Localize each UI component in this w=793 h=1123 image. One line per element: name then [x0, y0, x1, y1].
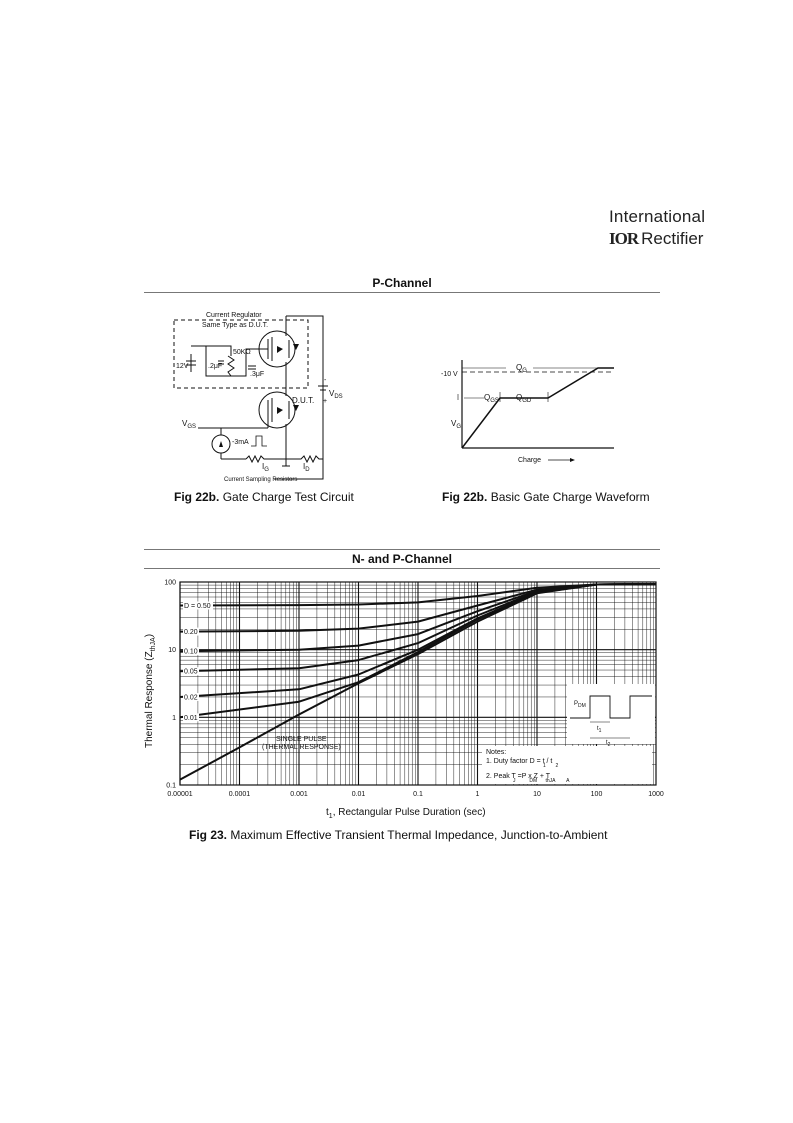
- x-tick-label: 1: [475, 791, 480, 798]
- regulator-label-1: Current Regulator: [206, 312, 262, 319]
- x-tick-labels: [167, 791, 664, 798]
- label-sampling-resistors: Current Sampling Resistors: [224, 477, 298, 483]
- thermal-impedance-chart: [130, 572, 675, 822]
- label-vg: $V_G$: [451, 419, 462, 430]
- regulator-label-2: Same Type as D.U.T.: [202, 322, 269, 329]
- x-axis-title: $t_1$, Rectangular Pulse Duration (sec): [326, 807, 486, 820]
- y-tick-labels: [164, 580, 176, 790]
- label-cap-2uf: .2μF: [208, 363, 223, 370]
- y-tick-label: 0.1: [166, 782, 176, 790]
- thermal-response-label: (THERMAL RESPONSE): [262, 744, 341, 751]
- x-tick-label: 0.00001: [167, 791, 193, 798]
- single-pulse-label: SINGLE PULSE: [276, 736, 327, 743]
- section-rule: [144, 292, 660, 293]
- ior-logo-mark: IOR: [609, 229, 639, 248]
- note-1-subscripts: 1 2: [543, 763, 559, 769]
- x-tick-label: 0.001: [290, 791, 308, 798]
- x-tick-label: 0.1: [413, 791, 423, 798]
- x-tick-label: 0.01: [351, 791, 366, 798]
- label-qgd: $Q_{GD}$: [516, 393, 532, 404]
- label-plus: +: [323, 398, 328, 405]
- company-logo: [609, 229, 703, 249]
- x-tick-label: 0.0001: [228, 791, 251, 798]
- label-qgs: $Q_{GS}$: [484, 393, 499, 404]
- x-tick-label: 100: [590, 791, 603, 798]
- label-charge: Charge: [518, 457, 541, 464]
- label-cap-3uf: .3μF: [250, 371, 265, 378]
- y-tick-label: 1: [172, 714, 176, 722]
- label-12v: 12V: [176, 363, 189, 370]
- inset-t2-label: $t_2$: [606, 740, 611, 748]
- x-tick-label: 10: [533, 791, 541, 798]
- series-label: 0.02: [184, 694, 198, 702]
- inset-pdm-label: $P_{DM}$: [574, 701, 586, 709]
- gate-charge-waveform: [438, 356, 638, 466]
- series-label: 0.10: [184, 648, 198, 656]
- note-2: 2. Peak T =P x Z + T: [486, 773, 551, 780]
- series-label: 0.05: [184, 668, 198, 676]
- fig22b-right-caption: Fig 22b. Basic Gate Charge Waveform: [442, 490, 650, 504]
- label-50k: 50KΩ: [233, 349, 251, 356]
- series-label: D = 0.50: [184, 602, 211, 610]
- label-id: $I_D$: [303, 462, 310, 473]
- company-logo-subname: Rectifier: [641, 229, 704, 248]
- notes-title: Notes:: [486, 749, 507, 756]
- label-dut: D.U.T.: [292, 396, 315, 405]
- inset-t1-label: $t_1$: [597, 726, 602, 734]
- label-minus: -: [324, 377, 327, 384]
- series-label: 0.01: [184, 714, 198, 722]
- section-title-p-channel: P-Channel: [372, 276, 432, 290]
- label-vgs: $V_{GS}$: [182, 419, 197, 430]
- y-tick-label: 10: [168, 647, 176, 655]
- label-vds: $V_{DS}$: [329, 389, 343, 400]
- company-logo-name: International: [609, 207, 706, 226]
- label-minus-10v: -10 V: [441, 371, 458, 378]
- x-tick-label: 1000: [648, 791, 664, 798]
- fig23-caption: Fig 23. Maximum Effective Transient Thermal Impedance, Junction-to-Ambient: [189, 828, 608, 842]
- section-title-n-and-p-channel: N- and P-Channel: [351, 552, 452, 566]
- label-qg: $Q_G$: [516, 363, 527, 374]
- series-label: 0.20: [184, 629, 198, 637]
- fig22b-left-caption: Fig 22b. Gate Charge Test Circuit: [174, 490, 354, 504]
- label-ig: $I_G$: [262, 462, 269, 473]
- y-axis-title: Thermal Response $(Z_{thJA})$: [144, 633, 157, 748]
- section-rule: [144, 549, 660, 550]
- pulse-inset-background: [567, 684, 655, 744]
- note-2-subscripts: J DM thJA A: [513, 778, 570, 784]
- label-3ma: -3mA: [232, 439, 249, 446]
- note-1: 1. Duty factor D = t / t: [486, 758, 553, 765]
- gate-charge-test-circuit: [166, 306, 366, 486]
- y-tick-label: 100: [164, 579, 176, 587]
- section-rule: [144, 568, 660, 569]
